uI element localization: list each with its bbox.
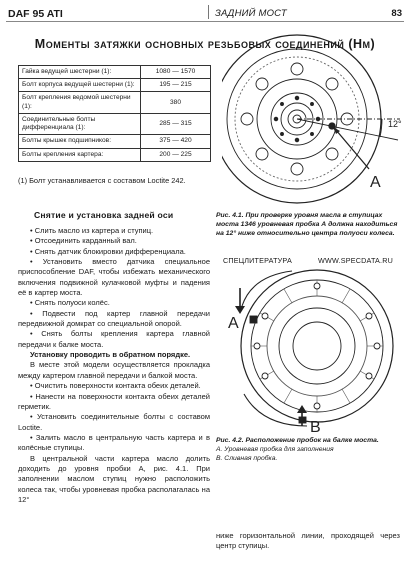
body-paragraph: В месте этой модели осуществляется прокладка между картером главной передачи и балкой моста. <box>18 360 210 380</box>
body-paragraph: • Снять датчик блокировки дифференциала. <box>30 246 186 256</box>
figure-2-legend-b: В. Сливная пробка. <box>216 454 278 462</box>
header-divider <box>208 5 209 19</box>
continued-paragraph: ниже горизонтальной линии, проходящей через центр ступицы. <box>216 531 400 551</box>
table-cell-label: Болты крышек подшипников: <box>19 135 141 148</box>
torque-table <box>18 65 211 162</box>
header-model: DAF 95 ATI <box>8 8 63 20</box>
header-rule <box>6 21 404 22</box>
table-cell-value: 1080 — 1570 <box>141 66 211 79</box>
body-paragraph: • Подвести под картер главной передачи передвижной домкрат со специальной опорой. <box>18 308 210 329</box>
watermark-left: СПЕЦЛИТЕРАТУРА <box>223 256 292 265</box>
figure-1-caption: Рис. 4.1. При проверке уровня масла в ступицах моста 1346 уровневая пробка А должна находиться на 12° ниже относительно центра полуоси колеса. <box>216 212 398 237</box>
header-section-title: ЗАДНИЙ МОСТ <box>215 8 287 19</box>
figure-axle-housing <box>222 266 404 436</box>
table-row <box>19 66 211 79</box>
body-paragraph: • Залить масло в центральную часть картера и в колёсные ступицы. <box>18 432 210 453</box>
table-cell-label: Болт корпуса ведущей шестерни (1): <box>19 79 141 92</box>
body-paragraph: • Очистить поверхности контакта обеих деталей. <box>30 381 201 391</box>
table-footnote: (1) Болт устанавливается с составом Loctite 242. <box>18 176 186 185</box>
figure-wheel-hub <box>222 27 404 207</box>
table-row <box>19 148 211 161</box>
body-paragraph: В центральной части картера масло долить доходить до уровня пробки А, рис. 4.1. При заполнении маслом ступиц нужно расположить колеса так, чтобы уровневая пробка располагалась на 12° <box>18 453 210 504</box>
table-cell-value: 380 <box>141 92 211 113</box>
callout-a: A <box>228 315 239 332</box>
callout-a: A <box>370 174 381 191</box>
table-row <box>19 92 211 113</box>
table-cell-value: 200 — 225 <box>141 148 211 161</box>
table-cell-value: 195 — 215 <box>141 79 211 92</box>
body-text <box>18 226 210 505</box>
table-row <box>19 135 211 148</box>
table-cell-value: 375 — 420 <box>141 135 211 148</box>
page-number: 83 <box>391 8 402 19</box>
figure-2-caption <box>216 437 402 463</box>
body-paragraph: • Нанести на поверхности контакта обеих деталей герметик. <box>18 391 210 411</box>
table-cell-label: Соединительные болты дифференциала (1): <box>19 113 141 134</box>
callout-b: B <box>310 419 321 436</box>
table-row <box>19 79 211 92</box>
figure-2-caption-title: Рис. 4.2. Расположение пробок на балке моста. <box>216 437 379 444</box>
arrow-head <box>235 306 245 314</box>
body-paragraph: • Снять полуоси колёс. <box>30 298 110 308</box>
watermark-right: WWW.SPECDATA.RU <box>317 256 393 265</box>
table-row <box>19 113 211 134</box>
body-paragraph: • Отсоединить карданный вал. <box>30 236 137 246</box>
angle-label: 12° <box>388 119 402 129</box>
page-title: Моменты затяжки основных резьбовых соединений (Нм) <box>34 37 376 51</box>
table-cell-label: Болты крепления картера: <box>19 148 141 161</box>
table-cell-value: 285 — 315 <box>141 113 211 134</box>
body-paragraph: • Установить соединительные болты с составом Loctite. <box>18 412 210 432</box>
figure-2-legend-a: А. Уровневая пробка для заполнения <box>216 445 334 453</box>
body-paragraph-bold: Установку проводить в обратном порядке. <box>30 350 191 360</box>
body-paragraph: • Снять болты крепления картера главной передачи к балке моста. <box>18 329 210 349</box>
table-cell-label: Болт крепления ведомой шестерни (1): <box>19 92 141 113</box>
page-header <box>0 0 410 26</box>
table-cell-label: Гайка ведущей шестерни (1): <box>19 66 141 79</box>
subsection-title: Снятие и установка задней оси <box>34 210 174 220</box>
body-paragraph: • Установить вместо датчика специальное приспособление DAF, чтобы избежать механического включения подвижной кулачковой муфты и падения её в картер моста. <box>18 257 210 298</box>
body-paragraph: • Слить масло из картера и ступиц. <box>30 226 154 235</box>
